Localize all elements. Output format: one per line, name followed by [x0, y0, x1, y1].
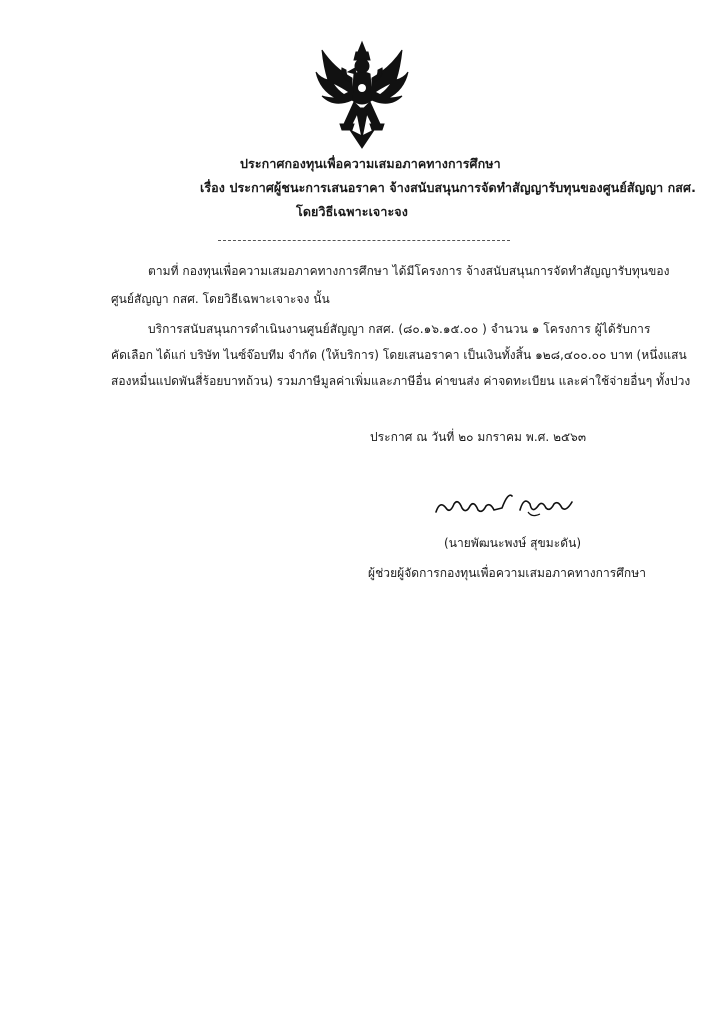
- signer-position: ผู้ช่วยผู้จัดการกองทุนเพื่อความเสมอภาคทางการศึกษา: [368, 566, 646, 580]
- signer-name: (นายพัฒนะพงษ์ สุขมะดัน): [444, 536, 582, 550]
- announcement-date: ประกาศ ณ วันที่ ๒๐ มกราคม พ.ศ. ๒๕๖๓: [370, 430, 587, 444]
- handwritten-signature: [432, 482, 582, 532]
- procurement-method: โดยวิธีเฉพาะเจาะจง: [296, 204, 408, 219]
- announcement-title: ประกาศกองทุนเพื่อความเสมอภาคทางการศึกษา: [240, 156, 501, 171]
- paragraph-2-line-3: สองหมื่นแปดพันสี่ร้อยบาทถ้วน) รวมภาษีมูลค่าเพิ่มและภาษีอื่น ค่าขนส่ง ค่าจดทะเบียน และค่าใช้จ่ายอื่นๆ ทั้งปวง: [111, 374, 691, 388]
- garuda-emblem-icon: [314, 38, 410, 150]
- paragraph-2-line-2: คัดเลือก ได้แก่ บริษัท ไนซ์จ๊อบทีม จำกัด (ให้บริการ) โดยเสนอราคา เป็นเงินทั้งสิ้น ๑๒๘,๔๐๐.๐๐ บาท (หนึ่งแสน: [111, 348, 687, 362]
- header-divider: [218, 240, 510, 241]
- announcement-subject: เรื่อง ประกาศผู้ชนะการเสนอราคา จ้างสนับสนุนการจัดทำสัญญารับทุนของศูนย์สัญญา กสศ.: [200, 180, 696, 195]
- paragraph-1-line-2: ศูนย์สัญญา กสศ. โดยวิธีเฉพาะเจาะจง นั้น: [111, 292, 330, 306]
- paragraph-1-line-1: ตามที่ กองทุนเพื่อความเสมอภาคทางการศึกษา ได้มีโครงการ จ้างสนับสนุนการจัดทำสัญญารับทุนของ: [148, 264, 670, 278]
- paragraph-2-line-1: บริการสนับสนุนการดำเนินงานศูนย์สัญญา กสศ. (๘๐.๑๖.๑๕.๐๐ ) จำนวน ๑ โครงการ ผู้ได้รับการ: [148, 322, 651, 336]
